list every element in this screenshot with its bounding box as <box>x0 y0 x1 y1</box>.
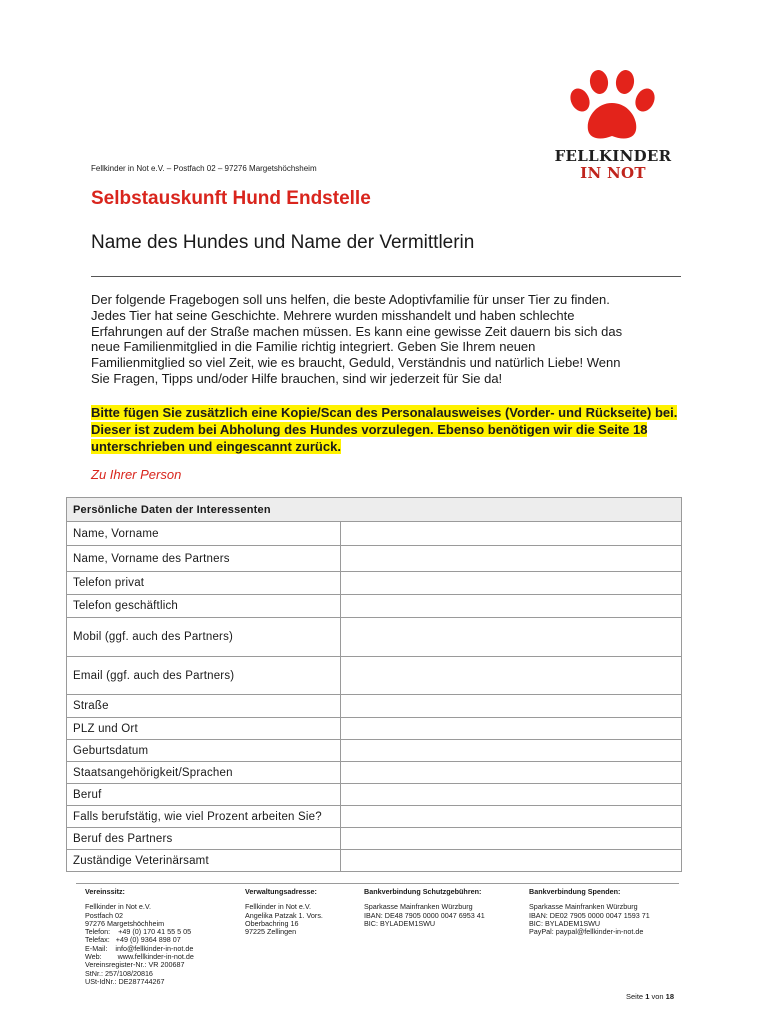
highlighted-notice-text: Bitte fügen Sie zusätzlich eine Kopie/Scan des Personalausweises (Vorder- und Rückseite) bei. Dieser ist zudem bei Abholung des Hundes vorzulegen. Ebenso benötigen wir die Seite 18 unterschrieben und eingescannt zurück. <box>91 405 678 454</box>
table-row <box>67 618 682 657</box>
footer-heading: Bankverbindung Spenden: <box>529 887 621 896</box>
birthdate-input-cell[interactable] <box>341 740 682 762</box>
footer-line: BIC: BYLADEM1SWU <box>529 918 601 928</box>
footer-line: Telefax: +49 (0) 9364 898 07 <box>85 935 181 945</box>
footer-line: Fellkinder in Not e.V. <box>245 902 312 912</box>
sender-address: Fellkinder in Not e.V. – Postfach 02 – 97276 Margetshöchsheim <box>91 164 317 173</box>
table-row <box>67 718 682 740</box>
table-row <box>67 762 682 784</box>
field-label: Name, Vorname <box>67 522 341 546</box>
table-row <box>67 595 682 618</box>
footer-line: PayPal: paypal@fellkinder-in-not.de <box>529 927 644 937</box>
footer-heading: Bankverbindung Schutzgebühren: <box>364 887 482 896</box>
field-label: Straße <box>67 695 341 718</box>
partner-occupation-input-cell[interactable] <box>341 828 682 850</box>
personal-data-table <box>66 497 682 872</box>
footer-line: Postfach 02 <box>85 910 123 920</box>
veterinary-office-input-cell[interactable] <box>341 850 682 872</box>
paw-icon <box>566 70 660 142</box>
field-label: Telefon geschäftlich <box>67 595 341 618</box>
footer-line: Fellkinder in Not e.V. <box>85 902 152 912</box>
footer-line: BIC: BYLADEM1SWU <box>364 918 436 928</box>
mobile-input-cell[interactable] <box>341 618 682 657</box>
table-row <box>67 740 682 762</box>
intro-paragraph: Der folgende Fragebogen soll uns helfen, die beste Adoptivfamilie für unser Tier zu finden. Jedes Tier hat seine Geschichte. Mehrere wurden misshandelt und haben schlechte Erfahrungen auf der Straße machen müssen. Es kann eine gewisse Zeit dauern bis sich das neue Familienmitglied in die Familie richtig integriert. Geben Sie Ihrem neuen Familienmitglied so viel Zeit, wie es braucht, Geduld, Verständnis und natürlich Liebe! Wenn Sie Fragen, Tipps und/oder Hilfe brauchen, sind wir jederzeit für Sie da! <box>91 292 623 386</box>
footer-line: IBAN: DE48 7905 0000 0047 6953 41 <box>364 910 485 920</box>
footer-heading: Verwaltungsadresse: <box>245 887 317 896</box>
page-label: Seite <box>626 992 644 1001</box>
field-label: Staatsangehörigkeit/Sprachen <box>67 762 341 784</box>
footer-line: Angelika Patzak 1. Vors. <box>245 910 323 920</box>
footer-line: Telefon: +49 (0) 170 41 55 5 05 <box>85 927 192 937</box>
field-label: PLZ und Ort <box>67 718 341 740</box>
footer-column-bank-fees <box>364 888 485 928</box>
table-row <box>67 657 682 695</box>
document-title: Selbstauskunft Hund Endstelle <box>91 188 371 209</box>
table-row <box>67 572 682 595</box>
partner-name-input-cell[interactable] <box>341 546 682 572</box>
field-label: Beruf <box>67 784 341 806</box>
footer-line: Oberbachring 16 <box>245 918 299 928</box>
nationality-input-cell[interactable] <box>341 762 682 784</box>
field-label: Beruf des Partners <box>67 828 341 850</box>
table-row <box>67 546 682 572</box>
footer-column-office <box>85 888 194 986</box>
footer-line: 97225 Zellingen <box>245 927 297 937</box>
footer-line: E-Mail: info@fellkinder-in-not.de <box>85 943 194 953</box>
footer-line: Sparkasse Mainfranken Würzburg <box>364 902 473 912</box>
phone-business-input-cell[interactable] <box>341 595 682 618</box>
id-copy-notice <box>91 404 687 455</box>
zip-city-input-cell[interactable] <box>341 718 682 740</box>
table-header-row <box>67 498 682 522</box>
divider <box>91 276 681 277</box>
footer-line: StNr.: 257/108/20816 <box>85 968 153 978</box>
document-subtitle: Name des Hundes und Name der Vermittlerin <box>91 232 475 253</box>
footer <box>76 883 679 986</box>
footer-line: Web: www.fellkinder-in-not.de <box>85 952 194 962</box>
phone-private-input-cell[interactable] <box>341 572 682 595</box>
section-heading: Zu Ihrer Person <box>91 467 182 482</box>
field-label: Falls berufstätig, wie viel Prozent arbeiten Sie? <box>67 806 341 828</box>
page-sep: von <box>651 992 664 1001</box>
work-percentage-input-cell[interactable] <box>341 806 682 828</box>
street-input-cell[interactable] <box>341 695 682 718</box>
table-row <box>67 828 682 850</box>
logo-text-line1: FELLKINDER <box>554 147 672 165</box>
footer-line: Vereinsregister-Nr.: VR 200687 <box>85 960 185 970</box>
field-label: Name, Vorname des Partners <box>67 546 341 572</box>
footer-line: Sparkasse Mainfranken Würzburg <box>529 902 638 912</box>
table-row <box>67 806 682 828</box>
footer-column-bank-donations <box>529 888 650 936</box>
email-input-cell[interactable] <box>341 657 682 695</box>
footer-heading: Vereinssitz: <box>85 887 125 896</box>
table-row <box>67 850 682 872</box>
table-row <box>67 784 682 806</box>
field-label: Mobil (ggf. auch des Partners) <box>67 618 341 657</box>
table-row <box>67 522 682 546</box>
page-number <box>626 992 674 1001</box>
field-label: Geburtsdatum <box>67 740 341 762</box>
footer-column-admin <box>245 888 323 936</box>
field-label: Telefon privat <box>67 572 341 595</box>
page-current: 1 <box>645 992 650 1001</box>
name-input-cell[interactable] <box>341 522 682 546</box>
organization-logo <box>548 70 678 182</box>
occupation-input-cell[interactable] <box>341 784 682 806</box>
field-label: Zuständige Veterinärsamt <box>67 850 341 872</box>
footer-line: 97276 Margetshöchheim <box>85 918 165 928</box>
page-total: 18 <box>665 992 674 1001</box>
logo-text-line2: IN NOT <box>580 164 646 182</box>
field-label: Email (ggf. auch des Partners) <box>67 657 341 695</box>
table-row <box>67 695 682 718</box>
footer-line: IBAN: DE02 7905 0000 0047 1593 71 <box>529 910 650 920</box>
table-header: Persönliche Daten der Interessenten <box>67 498 682 522</box>
footer-line: USt-IdNr.: DE287744267 <box>85 976 165 986</box>
